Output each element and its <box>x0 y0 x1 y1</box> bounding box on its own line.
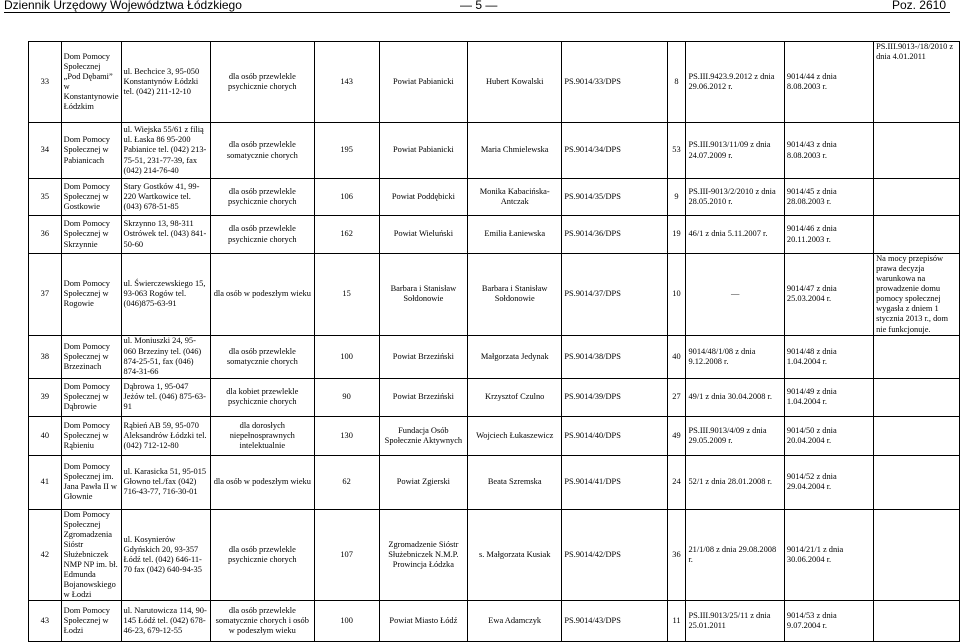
director: Krzysztof Czulno <box>468 378 562 416</box>
permit: 9014/52 z dnia 29.04.2004 r. <box>784 455 873 509</box>
director: Małgorzata Jedynak <box>468 335 562 378</box>
remarks: Na mocy przepisów prawa decyzja warunkowa na prowadzenie domu pomocy społecznej wygasła z dniem 1 stycznia 2013 r., dom nie funkcjonuje. <box>874 254 960 336</box>
director: s. Małgorzata Kusiak <box>468 509 562 601</box>
decision: PS.III-9013/2/2010 z dnia 28.05.2010 r. <box>686 179 784 216</box>
home-name: Dom Pomocy Społecznej w Rogowie <box>61 254 121 336</box>
operator: Barbara i Stanisław Sołdonowie <box>379 254 467 336</box>
capacity: 100 <box>314 601 379 642</box>
capacity: 162 <box>314 216 379 254</box>
decision: — <box>686 254 784 336</box>
resident-type: dla osób przewlekle psychicznie chorych <box>211 509 314 601</box>
remarks-empty <box>874 601 960 642</box>
home-name: Dom Pomocy Społecznej „Pod Dębami” w Konstantynowie Łódzkim <box>61 42 121 123</box>
home-name: Dom Pomocy Społecznej im. Jana Pawła II w Głownie <box>61 455 121 509</box>
permit: 9014/47 z dnia 25.03.2004 r. <box>784 254 873 336</box>
table-row <box>29 42 960 123</box>
row-number: 42 <box>29 509 62 601</box>
capacity: 130 <box>314 416 379 455</box>
permit: 9014/48 z dnia 1.04.2004 r. <box>784 335 873 378</box>
home-address: ul. Bechcice 3, 95-050 Konstantynów Łódzki tel. (042) 211-12-10 <box>121 42 211 123</box>
home-address: ul. Karasicka 51, 95-015 Głowno tel./fax (042) 716-43-77, 716-30-01 <box>121 455 211 509</box>
resident-type: dla osób przewlekle somatycznie chorych <box>211 123 314 179</box>
position-number: Poz. 2610 <box>891 0 946 12</box>
decision: 21/1/08 z dnia 29.08.2008 r. <box>686 509 784 601</box>
permit: 9014/46 z dnia 20.11.2003 r. <box>784 216 873 254</box>
home-name: Dom Pomocy Społecznej w Brzezinach <box>61 335 121 378</box>
home-address: Skrzynno 13, 98-311 Ostrówek tel. (043) 841-50-60 <box>121 216 211 254</box>
row-number: 39 <box>29 378 62 416</box>
operator: Powiat Pabianicki <box>379 42 467 123</box>
home-address: ul. Świerczewskiego 15, 93-063 Rogów tel. (046)875-63-91 <box>121 254 211 336</box>
home-name: Dom Pomocy Społecznej w Gostkowie <box>61 179 121 216</box>
register-count: 9 <box>667 179 686 216</box>
table-row <box>29 416 960 455</box>
register-number: PS.9014/33/DPS <box>562 42 667 123</box>
row-number: 36 <box>29 216 62 254</box>
resident-type: dla osób przewlekle psychicznie chorych <box>211 179 314 216</box>
register-count: 27 <box>667 378 686 416</box>
director: Beata Szremska <box>468 455 562 509</box>
decision: 52/1 z dnia 28.01.2008 r. <box>686 455 784 509</box>
row-number: 35 <box>29 179 62 216</box>
register-number: PS.9014/39/DPS <box>562 378 667 416</box>
decision: 9014/48/1/08 z dnia 9.12.2008 r. <box>686 335 784 378</box>
home-name: Dom Pomocy Społecznej w Skrzynnie <box>61 216 121 254</box>
director: Barbara i Stanisław Sołdonowie <box>468 254 562 336</box>
director: Hubert Kowalski <box>468 42 562 123</box>
decision: PS.III.9423.9.2012 z dnia 29.06.2012 r. <box>686 42 784 123</box>
home-address: Dąbrowa 1, 95-047 Jeżów tel. (046) 875-63-91 <box>121 378 211 416</box>
header-rule <box>4 12 950 13</box>
table-row <box>29 378 960 416</box>
operator: Powiat Pabianicki <box>379 123 467 179</box>
resident-type: dla kobiet przewlekle psychicznie chorych <box>211 378 314 416</box>
resident-type: dla osób przewlekle somatycznie chorych i osób w podeszłym wieku <box>211 601 314 642</box>
permit: 9014/44 z dnia 8.08.2003 r. <box>784 42 873 123</box>
register-number: PS.9014/38/DPS <box>562 335 667 378</box>
table-row <box>29 216 960 254</box>
decision: PS.III.9013/25/11 z dnia 25.01.2011 <box>686 601 784 642</box>
operator: Zgromadzenie Sióstr Służebniczek N.M.P. Prowincja Łódzka <box>379 509 467 601</box>
home-name: Dom Pomocy Społecznej w Dąbrowie <box>61 378 121 416</box>
home-name: Dom Pomocy Społecznej w Rąbieniu <box>61 416 121 455</box>
register-number: PS.9014/43/DPS <box>562 601 667 642</box>
page-number: — 5 — <box>460 0 498 12</box>
resident-type: dla dorosłych niepełnosprawnych intelektualnie <box>211 416 314 455</box>
table-row <box>29 601 960 642</box>
table-row <box>29 455 960 509</box>
operator: Fundacja Osób Społecznie Aktywnych <box>379 416 467 455</box>
resident-type: dla osób w podeszłym wieku <box>211 455 314 509</box>
register-number: PS.9014/35/DPS <box>562 179 667 216</box>
register-count: 10 <box>667 254 686 336</box>
register-number: PS.9014/40/DPS <box>562 416 667 455</box>
permit: 9014/53 z dnia 9.07.2004 r. <box>784 601 873 642</box>
remarks: PS.III.9013-/18/2010 z dnia 4.01.2011 <box>874 42 960 123</box>
capacity: 107 <box>314 509 379 601</box>
table-row <box>29 509 960 601</box>
register-number: PS.9014/36/DPS <box>562 216 667 254</box>
remarks-empty <box>874 123 960 179</box>
remarks-empty <box>874 216 960 254</box>
row-number: 37 <box>29 254 62 336</box>
capacity: 143 <box>314 42 379 123</box>
operator: Powiat Poddębicki <box>379 179 467 216</box>
resident-type: dla osób przewlekle somatycznie chorych <box>211 335 314 378</box>
register-count: 40 <box>667 335 686 378</box>
register-count: 24 <box>667 455 686 509</box>
remarks-empty <box>874 455 960 509</box>
resident-type: dla osób w podeszłym wieku <box>211 254 314 336</box>
register-number: PS.9014/41/DPS <box>562 455 667 509</box>
permit: 9014/43 z dnia 8.08.2003 r. <box>784 123 873 179</box>
home-name: Dom Pomocy Społecznej w Łodzi <box>61 601 121 642</box>
register-number: PS.9014/34/DPS <box>562 123 667 179</box>
director: Emilia Łaniewska <box>468 216 562 254</box>
home-address: ul. Kosynierów Gdyńskich 20, 93-357 Łódź tel. (042) 646-11-70 fax (042) 640-94-35 <box>121 509 211 601</box>
table-row <box>29 254 960 336</box>
register-number: PS.9014/37/DPS <box>562 254 667 336</box>
capacity: 62 <box>314 455 379 509</box>
row-number: 40 <box>29 416 62 455</box>
operator: Powiat Wieluński <box>379 216 467 254</box>
permit: 9014/21/1 z dnia 30.06.2004 r. <box>784 509 873 601</box>
row-number: 38 <box>29 335 62 378</box>
register-count: 11 <box>667 601 686 642</box>
home-address: Rąbień AB 59, 95-070 Aleksandrów Łódzki tel. (042) 712-12-80 <box>121 416 211 455</box>
table-row <box>29 335 960 378</box>
decision: 49/1 z dnia 30.04.2008 r. <box>686 378 784 416</box>
permit: 9014/45 z dnia 28.08.2003 r. <box>784 179 873 216</box>
home-address: ul. Narutowicza 114, 90-145 Łódź tel. (042) 678-46-23, 679-12-55 <box>121 601 211 642</box>
decision: PS.III.9013/11/09 z dnia 24.07.2009 r. <box>686 123 784 179</box>
decision: PS.III.9013/4/09 z dnia 29.05.2009 r. <box>686 416 784 455</box>
home-name: Dom Pomocy Społecznej Zgromadzenia Sióstr Służebniczek NMP NP im. bł. Edmunda Bojanowskiego w Łodzi <box>61 509 121 601</box>
register-number: PS.9014/42/DPS <box>562 509 667 601</box>
register-count: 53 <box>667 123 686 179</box>
decision: 46/1 z dnia 5.11.2007 r. <box>686 216 784 254</box>
home-name: Dom Pomocy Społecznej w Pabianicach <box>61 123 121 179</box>
home-address: Stary Gostków 41, 99-220 Wartkowice tel. (043) 678-51-85 <box>121 179 211 216</box>
capacity: 100 <box>314 335 379 378</box>
permit: 9014/49 z dnia 1.04.2004 r. <box>784 378 873 416</box>
remarks-empty <box>874 416 960 455</box>
row-number: 33 <box>29 42 62 123</box>
capacity: 90 <box>314 378 379 416</box>
registry-table <box>28 41 960 642</box>
remarks-empty <box>874 179 960 216</box>
director: Ewa Adamczyk <box>468 601 562 642</box>
table-row <box>29 123 960 179</box>
journal-title: Dziennik Urzędowy Województwa Łódzkiego <box>4 0 242 12</box>
register-count: 36 <box>667 509 686 601</box>
row-number: 41 <box>29 455 62 509</box>
row-number: 43 <box>29 601 62 642</box>
register-count: 19 <box>667 216 686 254</box>
register-count: 49 <box>667 416 686 455</box>
capacity: 195 <box>314 123 379 179</box>
home-address: ul. Moniuszki 24, 95-060 Brzeziny tel. (046) 874-25-51, fax (046) 874-31-66 <box>121 335 211 378</box>
director: Wojciech Łukaszewicz <box>468 416 562 455</box>
director: Maria Chmielewska <box>468 123 562 179</box>
capacity: 15 <box>314 254 379 336</box>
remarks-empty <box>874 335 960 378</box>
table-row <box>29 179 960 216</box>
permit: 9014/50 z dnia 20.04.2004 r. <box>784 416 873 455</box>
operator: Powiat Brzeziński <box>379 335 467 378</box>
capacity: 106 <box>314 179 379 216</box>
home-address: ul. Wiejska 55/61 z filią ul. Łaska 86 95-200 Pabianice tel. (042) 213-75-51, 231-77-39, fax (042) 214-76-40 <box>121 123 211 179</box>
resident-type: dla osób przewlekle psychicznie chorych <box>211 216 314 254</box>
resident-type: dla osób przewlekle psychicznie chorych <box>211 42 314 123</box>
register-count: 8 <box>667 42 686 123</box>
operator: Powiat Zgierski <box>379 455 467 509</box>
remarks-empty <box>874 509 960 601</box>
operator: Powiat Brzeziński <box>379 378 467 416</box>
operator: Powiat Miasto Łódź <box>379 601 467 642</box>
remarks-empty <box>874 378 960 416</box>
director: Monika Kabacińska-Antczak <box>468 179 562 216</box>
row-number: 34 <box>29 123 62 179</box>
